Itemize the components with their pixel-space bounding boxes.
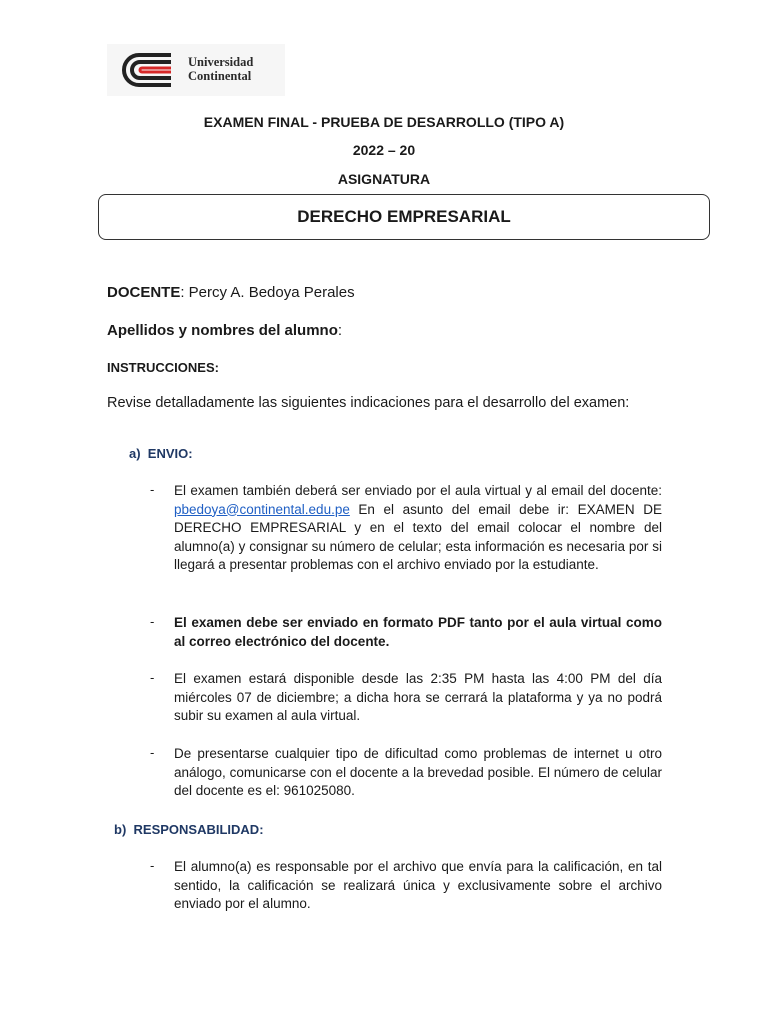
item-1-text-end: En el asunto del email debe ir: EXAMEN DE DERECHO EMPRESARIAL y en el texto del email colocar el nombre del alumno(a) y consignar su número de celular; esta información es necesaria por si llegará a presentar problemas con el archivo enviado por la estudiante. [174, 501, 662, 573]
bullet-dash: - [150, 614, 155, 629]
university-logo [107, 44, 285, 96]
student-name-colon: : [337, 322, 343, 339]
docente-label: DOCENTE [107, 284, 181, 301]
docente-email-link[interactable]: pbedoya@continental.edu.pe [174, 501, 350, 517]
bullet-dash: - [150, 858, 155, 873]
docente-name: : Percy A. Bedoya Perales [180, 284, 355, 301]
student-name-label: Apellidos y nombres del alumno [107, 322, 338, 339]
section-b-heading [114, 822, 264, 837]
logo-line-1: Universidad [188, 55, 254, 69]
section-b-marker: b) [114, 822, 127, 837]
continental-logo-icon [121, 52, 179, 88]
subject-name: DERECHO EMPRESARIAL [297, 207, 511, 226]
item-1-text-start: El examen también deberá ser enviado por el aula virtual y al email del docente: [174, 483, 662, 498]
section-a-heading [129, 446, 193, 461]
section-a-item-4 [150, 745, 662, 801]
section-a-item-3 [150, 670, 662, 726]
section-a-item-2 [150, 614, 662, 651]
section-b-item-1-text: El alumno(a) es responsable por el archivo que envía para la calificación, en tal sentido, la calificación se realizará única y exclusivamente sobre el archivo enviado por el alumno. [174, 859, 662, 912]
section-a-item-3-text: El examen estará disponible desde las 2:35 PM hasta las 4:00 PM del día miércoles 07 de diciembre; a dicha hora se cerrará la plataforma y ya no podrá subir su examen al aula virtual. [174, 671, 662, 724]
subject-label: ASIGNATURA [337, 171, 431, 187]
section-b-title: RESPONSABILIDAD: [133, 822, 264, 837]
exam-period: 2022 – 20 [352, 142, 416, 158]
logo-line-2: Continental [188, 69, 252, 83]
instructions-heading: INSTRUCCIONES: [107, 360, 219, 375]
bullet-dash: - [150, 670, 155, 685]
section-a-marker: a) [129, 446, 141, 461]
exam-title: EXAMEN FINAL - PRUEBA DE DESARROLLO (TIPO A) [203, 114, 565, 130]
student-name-line [107, 322, 342, 339]
bullet-dash: - [150, 745, 155, 760]
section-a-item-2-text: El examen debe ser enviado en formato PDF tanto por el aula virtual como al correo electrónico del docente. [174, 615, 662, 649]
subject-title-box [98, 194, 710, 240]
section-b-item-1 [150, 858, 662, 914]
section-a-item-4-text: De presentarse cualquier tipo de dificultad como problemas de internet u otro análogo, comunicarse con el docente a la brevedad posible. El número de celular del docente es el: 961025080. [174, 746, 662, 799]
section-a-item-1 [150, 482, 662, 575]
logo-wordmark [188, 55, 253, 83]
section-a-title: ENVIO: [147, 446, 193, 461]
bullet-dash: - [150, 482, 155, 497]
docente-line [107, 284, 355, 301]
section-a-item-1-text [174, 482, 662, 575]
instructions-intro: Revise detalladamente las siguientes indicaciones para el desarrollo del examen: [107, 395, 630, 411]
